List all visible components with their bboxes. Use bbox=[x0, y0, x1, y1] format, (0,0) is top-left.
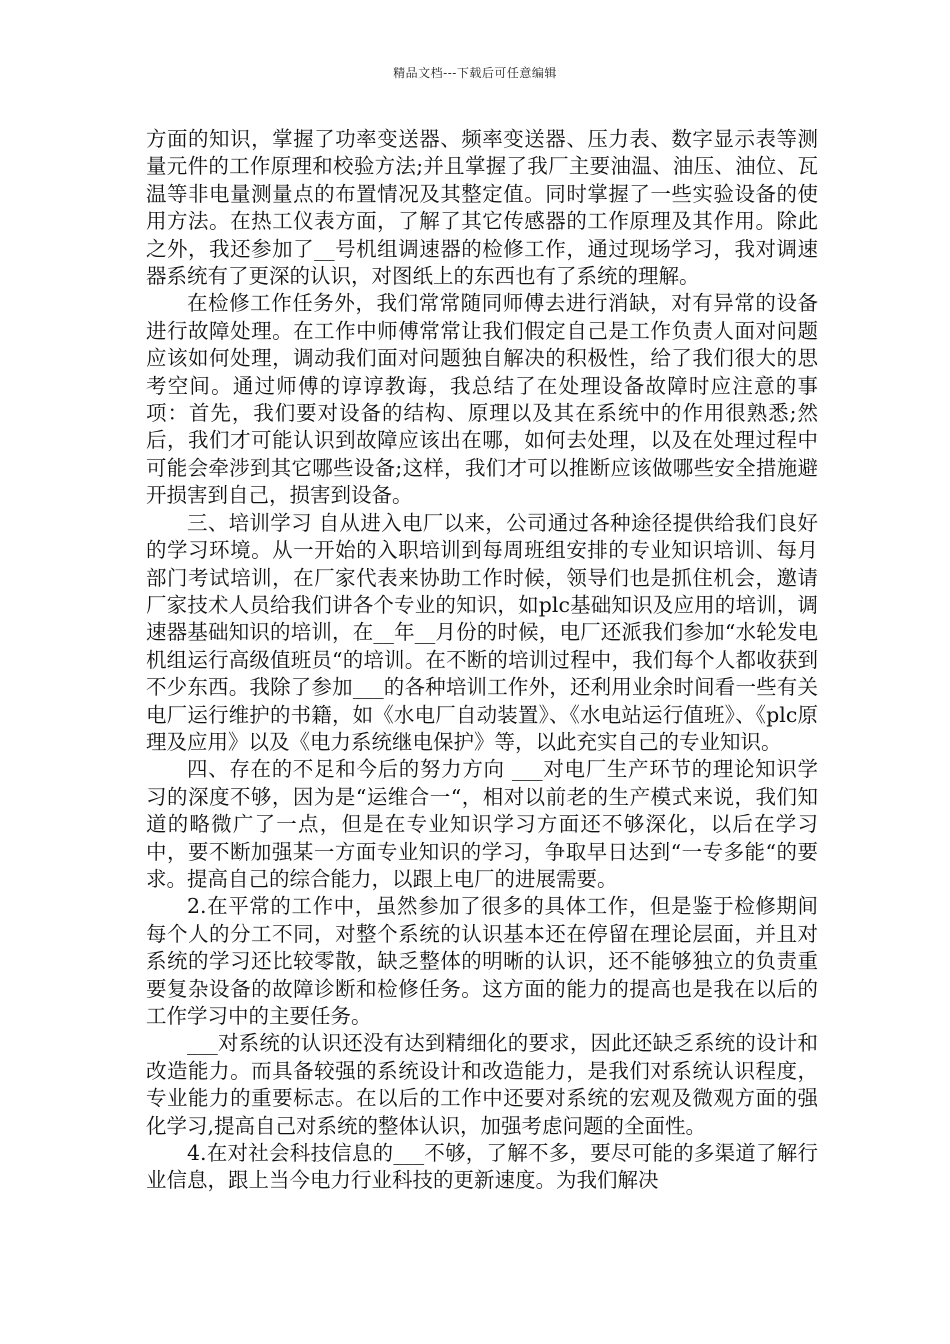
paragraph-4: 四、存在的不足和今后的努力方向 ___对电厂生产环节的理论知识学习的深度不够，因为是“运维合一“，相对以前老的生产模式来说，我们知道的略微广了一点，但是在专业知识学习方面还不够深化，以后在学习中，要不断加强某一方面专业知识的学习，争取早日达到“一专多能“的要求。提高自己的综合能力，以跟上电厂的进展需要。 bbox=[146, 757, 818, 891]
page-header: 精品文档---下载后可任意编辑 bbox=[393, 66, 557, 80]
paragraph-3: 三、培训学习 自从进入电厂以来，公司通过各种途径提供给我们良好的学习环境。从一开始的入职培训到每周班组安排的专业知识培训、每月部门考试培训，在厂家代表来协助工作时候，领导们也是抓住机会，邀请厂家技术人员给我们讲各个专业的知识，如plc基础知识及应用的培训，调速器基础知识的培训，在__年__月份的时候，电厂还派我们参加“水轮发电机组运行高级值班员“的培训。在不断的培训过程中，我们每个人都收获到不少东西。我除了参加___的各种培训工作外，还利用业余时间看一些有关电厂运行维护的书籍，如《水电厂自动装置》、《水电站运行值班》、《plc原理及应用》以及《电力系统继电保护》等，以此充实自己的专业知识。 bbox=[146, 510, 818, 754]
document-body bbox=[146, 126, 818, 1195]
paragraph-2: 在检修工作任务外，我们常常随同师傅去进行消缺，对有异常的设备进行故障处理。在工作中师傅常常让我们假定自己是工作负责人面对问题应该如何处理，调动我们面对问题独自解决的积极性，给了我们很大的思考空间。通过师傅的谆谆教诲，我总结了在处理设备故障时应注意的事项：首先，我们要对设备的结构、原理以及其在系统中的作用很熟悉;然后，我们才可能认识到故障应该出在哪，如何去处理，以及在处理过程中可能会牵涉到其它哪些设备;这样，我们才可以推断应该做哪些安全措施避开损害到自己，损害到设备。 bbox=[146, 291, 818, 508]
paragraph-6: ___对系统的认识还没有达到精细化的要求，因此还缺乏系统的设计和改造能力。而具备较强的系统设计和改造能力，是我们对系统认识程度，专业能力的重要标志。在以后的工作中还要对系统的宏观及微观方面的强化学习,提高自己对系统的整体认识，加强考虑问题的全面性。 bbox=[146, 1031, 818, 1138]
paragraph-7: 4.在对社会科技信息的___不够，了解不多，要尽可能的多渠道了解行业信息，跟上当今电力行业科技的更新速度。为我们解决 bbox=[146, 1141, 818, 1193]
paragraph-1: 方面的知识，掌握了功率变送器、频率变送器、压力表、数字显示表等测量元件的工作原理和校验方法;并且掌握了我厂主要油温、油压、油位、瓦温等非电量测量点的布置情况及其整定值。同时掌握了一些实验设备的使用方法。在热工仪表方面，了解了其它传感器的工作原理及其作用。除此之外，我还参加了__号机组调速器的检修工作，通过现场学习，我对调速器系统有了更深的认识，对图纸上的东西也有了系统的理解。 bbox=[146, 127, 818, 289]
paragraph-5: 2.在平常的工作中，虽然参加了很多的具体工作，但是鉴于检修期间每个人的分工不同，对整个系统的认识基本还在停留在理论层面，并且对系统的学习还比较零散，缺乏整体的明晰的认识，还不能够独立的负责重要复杂设备的故障诊断和检修任务。这方面的能力的提高也是我在以后的工作学习中的主要任务。 bbox=[146, 894, 818, 1028]
